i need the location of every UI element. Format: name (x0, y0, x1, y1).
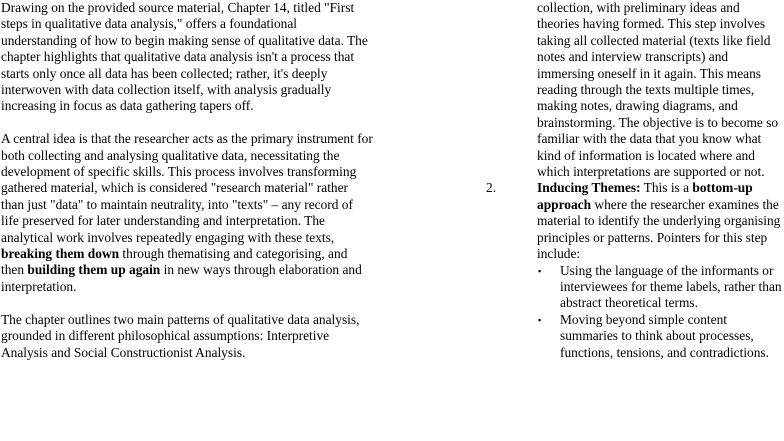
square-bullet-icon: ▪ (538, 314, 542, 325)
pointer-item (538, 263, 782, 312)
pointers-list (537, 263, 782, 361)
right-column (486, 0, 782, 361)
inducing-themes-title: Inducing Themes: (537, 180, 641, 196)
intro-paragraph: Drawing on the provided source material, Chapter 14, titled "First steps in qualitative data analysis," offers a foundational understanding of how to begin making sense of qualitative data. The chapter highlights that qualitative data analysis isn't a process that starts only once all data has been collected; rather, it's deeply interwoven with data collection itself, with analysis gradually increasing in focus as data gathering tapers off. (1, 0, 368, 114)
patterns-paragraph: The chapter outlines two main patterns of qualitative data analysis, grounded in different philosophical assumptions: Interpretive Analysis and Social Constructionist Analysis. (1, 311, 360, 360)
left-column (1, 0, 373, 377)
p2-bold-breaking: breaking them down (1, 246, 120, 262)
list-item-1-continuation (486, 0, 782, 180)
item2-text-a: This is a (640, 180, 693, 196)
p2-text-d: in new ways through elaboration and interpretation. (1, 262, 362, 294)
pointer-item (538, 312, 782, 361)
p2-text-c: through thematising and categorising, and then (1, 246, 348, 278)
item2-text-c: where the researcher examines the material to identify the underlying organising principles or patterns. Pointers for this step include: (537, 196, 781, 262)
step-1-continued-text: collection, with preliminary ideas and theories having formed. This step involves taking all collected material (texts like field notes and interview transcripts) and immersing oneself in it again. This means reading through the texts multiple times, making notes, drawing diagrams, and brainstorming. The objective is to become so familiar with the data that you know what kind of information is located where and which interpretations are supported or not. (537, 0, 779, 180)
p2-bold-building: building them up again (27, 262, 161, 278)
pointer-text: Using the language of the informants or interviewees for theme labels, rather than abstract theoretical terms. (560, 262, 782, 311)
p2-text-a: A central idea is that the researcher acts as the primary instrument for both collecting and analysing qualitative data, necessitating the development of specific skills. This process involves transforming gathered material, which is considered "research material" rather than just "data" to maintain neutrality, into "texts" – any record of life preserved for later understanding and interpretation. The analytical work involves repeatedly engaging with these texts, (1, 131, 373, 245)
inducing-themes-text (537, 180, 782, 262)
bottom-up-bold: bottom-up approach (537, 180, 753, 212)
list-item-2 (486, 180, 782, 360)
square-bullet-icon: ▪ (538, 265, 542, 276)
researcher-instrument-paragraph (1, 131, 373, 295)
list-number: 2. (486, 180, 497, 196)
pointer-text: Moving beyond simple content summaries to think about processes, functions, tensions, and contradictions. (560, 311, 770, 360)
